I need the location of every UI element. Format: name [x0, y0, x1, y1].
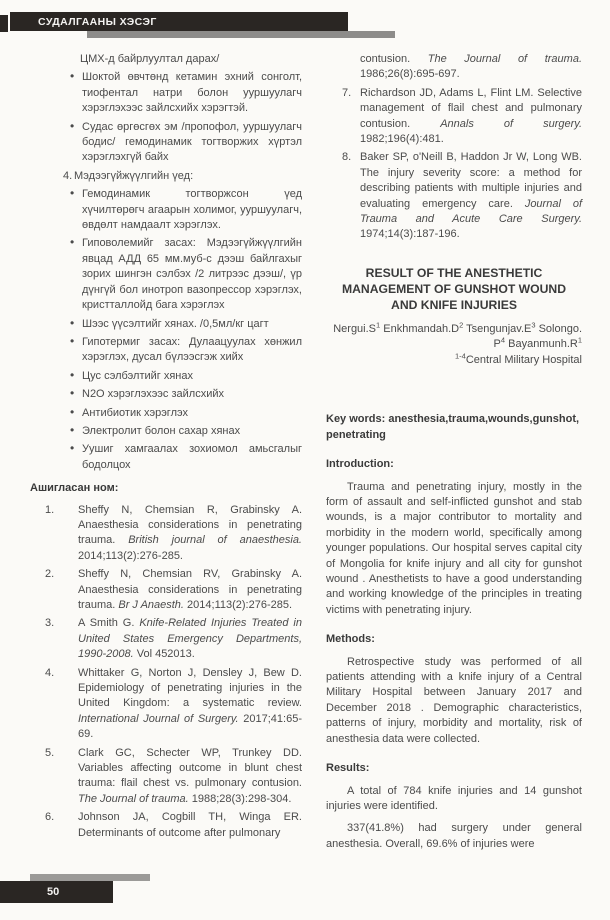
reference-text-pre: Sheffy N, Chemsian RV, Grabinsky A. Anaesthesia considerations in penetrating trauma. [78, 568, 302, 611]
reference-item [30, 503, 302, 565]
section-heading-results: Results: [326, 762, 370, 775]
list-item: • Антибиотик хэрэглэх [30, 406, 302, 421]
section-label: СУДАЛГААНЫ ХЭСЭГ [38, 15, 157, 28]
reference-text-pre: Richardson JD, Adams L, Flint LM. Selective management of flail chest and pulmonary contusion. [360, 86, 582, 130]
reference-item [30, 666, 302, 743]
author-name: Solongo. [535, 322, 582, 335]
section-introduction [326, 457, 582, 618]
bullet-list-top [30, 70, 302, 165]
article [326, 265, 582, 852]
paragraph: 337(41.8%) had surgery under general anesthesia. Overall, 69.6% of injuries were [326, 822, 582, 850]
list-item: • Судас өргөсгөх эм /пропофол, ууршуулагч бодис/ гемодинамик тогтворжих хүртэл хэрэглэхгүй байх [30, 120, 302, 166]
reference-item [30, 810, 302, 841]
section-results [326, 761, 582, 852]
journal-title-italic: Knife-Related Injuries Treated in United States Emergency Departments, 1990-2008. [78, 617, 302, 661]
journal-title-italic: The Journal of trauma. [78, 792, 189, 805]
reference-text-post: 2014;113(2):276-285. [183, 599, 293, 611]
reference-text-pre: Whittaker G, Norton J, Densley J, Bew D. Epidemiology of penetrating injuries in the United Kingdom: a systematic review. [78, 666, 302, 710]
left-column [30, 52, 302, 859]
reference-text-pre: Baker SP, o'Neill B, Haddon Jr W, Long WB. The injury severity score: a method for describing patients with multiple injuries and evaluating emergency care. [360, 151, 582, 210]
page-number: 50 [47, 886, 60, 898]
list-item: • Шоктой өвчтөнд кетамин эхний сонголт, тиофентал натри болон ууршуулагч хэрэглэхээс зайлсхийх хэрэгтэй. [30, 70, 302, 116]
journal-title-italic: Journal of Trauma and Acute Care Surgery. [360, 197, 582, 226]
reference-text-post: Vol 452013. [133, 648, 195, 661]
reference-text-pre: Clark GC, Schecter WP, Trunkey DD. Variables affecting outcome in blunt chest trauma: flail chest vs. pulmonary contusion. [78, 746, 302, 790]
journal-title-italic: British journal of anaesthesia. [128, 534, 302, 547]
reference-text-post: 1988;28(3):298-304. [188, 792, 292, 805]
section-methods [326, 632, 582, 747]
right-column [326, 52, 582, 859]
reference-text-pre: Johnson JA, Cogbill TH, Winga ER. Determinants of outcome after pulmonary [78, 811, 302, 839]
list-item: • Гемодинамик тогтворжсон үед хүчилтөрөгч агаарын холимог, ууршуулагч, өвдөлт намдаалт хэрэглэх. [30, 187, 302, 233]
reference-text-post: 1982;196(4):481. [360, 133, 444, 146]
paragraph: Trauma and penetrating injury, mostly in the form of assault and self-inflicted gunshot and stab wounds, is a major contributor to mortality and morbidity in the modern world, specifically among younger populations. Our hospital serves capital city of Mongolia for knife injury and all city for gunshot wound . Anesthetists to have a good understanding and working knowledge of the principles in treating victims with penetrating injury. [326, 480, 582, 616]
reference-text-post: 2014;113(2):276-285. [78, 549, 183, 562]
reference-number: 2. [45, 568, 55, 581]
author-name: Nergui.S [333, 322, 377, 335]
reference-item [326, 150, 582, 242]
list-item: • Гиповолемийг засах: Мэдээгүйжүүлгийн явцад АДД 65 мм.муб-с дээш байлгахыг зорих шингэн сэлбэх /2 литрээс дээш/, үр дүнгүй бол инотроп вазопрессор хэрэглэх, кристталлойд бага хэрэглэх [30, 236, 302, 313]
journal-title-italic: International Journal of Surgery. [78, 712, 239, 725]
author-superscript: 4 [500, 335, 506, 345]
reference-text-pre: A Smith G. [78, 617, 140, 630]
reference-number: 6. [45, 811, 55, 824]
footer-gray-bar [30, 874, 150, 881]
authors-line-2 [326, 337, 582, 353]
bullet-list-anesthesia [30, 187, 302, 473]
item-number: 4. [63, 169, 73, 182]
section-heading-methods: Methods: [326, 633, 375, 646]
reference-number: 7. [342, 86, 352, 99]
item-text: Мэдээгүйжүүлгийн үед: [74, 169, 194, 182]
journal-title-italic: Br J Anaesth. [118, 599, 184, 611]
affiliation-name: Central Military Hospital [465, 353, 582, 366]
author-name: Tsengunjav.E [463, 322, 532, 335]
reference-text-pre: contusion. [360, 53, 428, 65]
section-header-bar [10, 12, 348, 31]
references-heading: Ашигласан ном: [30, 482, 119, 495]
reference-number: 3. [45, 617, 55, 630]
list-item: • Электролит болон сахар хянах [30, 424, 302, 439]
author-name: P [493, 338, 501, 351]
list-item: • Шээс үүсэлтийг хянах. /0,5мл/кг цагт [30, 317, 302, 332]
numbered-item-4 [30, 169, 302, 184]
author-superscript: 1 [376, 320, 381, 330]
author-name: Enkhmandah.D [380, 322, 460, 335]
section-heading-introduction: Introduction: [326, 458, 394, 471]
author-superscript: 2 [459, 320, 464, 330]
reference-list-right [326, 52, 582, 243]
reference-text-post: 2017;41:65-69. [78, 712, 302, 741]
reference-list-left [30, 503, 302, 842]
header-underline-bar [87, 31, 395, 38]
affiliation-superscript: 1-4 [455, 351, 466, 361]
article-title: RESULT OF THE ANESTHETIC MANAGEMENT OF GUNSHOT WOUND AND KNIFE INJURIES [341, 265, 567, 312]
reference-item [30, 746, 302, 808]
journal-title-italic: The Journal of trauma. [427, 53, 582, 65]
journal-title-italic: Annals of surgery. [440, 117, 582, 130]
author-superscript: 3 [531, 320, 536, 330]
author-name: Bayanmunh.R [505, 338, 578, 351]
paragraph: A total of 784 knife injuries and 14 gunshot injuries were identified. [326, 784, 582, 812]
reference-continuation [326, 52, 582, 83]
authors-line-1 [326, 322, 582, 338]
reference-number: 5. [45, 746, 55, 759]
reference-item [326, 86, 582, 148]
list-item: • N2O хэрэглэхээс зайлсхийх [30, 387, 302, 402]
reference-item [30, 567, 302, 613]
paragraph: Retrospective study was performed of all patients attending with a knife injury of a Central Military Hospital between January 2017 and December 2018 . Demographic characteristics, patterns of injury, morbidity and mortality, risk of anesthesia data were collected. [326, 655, 582, 745]
reference-number: 1. [45, 503, 55, 516]
list-item: • Уушиг хамгаалах зохиомол амьсгалыг бодолцох [30, 442, 302, 473]
affiliation [326, 353, 582, 369]
list-item: • Гипотермиг засах: Дулаацуулах хөнжил хэрэглэх, дусал бүлээсгэж хийх [30, 335, 302, 366]
reference-number: 8. [342, 151, 352, 164]
list-item: • Цус сэлбэлтийг хянах [30, 369, 302, 384]
page-number-bar [0, 881, 113, 903]
two-column-body [30, 52, 582, 859]
reference-text-post: 1986;26(8):695-697. [360, 68, 460, 81]
author-superscript: 1 [577, 335, 582, 345]
keywords-line: Key words: anesthesia,trauma,wounds,gunshot, penetrating [326, 413, 580, 441]
reference-text-post: 1974;14(3):187-196. [360, 228, 460, 241]
continuation-line: ЦМХ-д байрлуултал дарах/ [80, 53, 220, 65]
reference-item [30, 616, 302, 662]
reference-number: 4. [45, 666, 55, 679]
reference-text-pre: Sheffy N, Chemsian R, Grabinsky A. Anaesthesia considerations in penetrating trauma. [78, 503, 302, 547]
header-notch [0, 15, 8, 32]
